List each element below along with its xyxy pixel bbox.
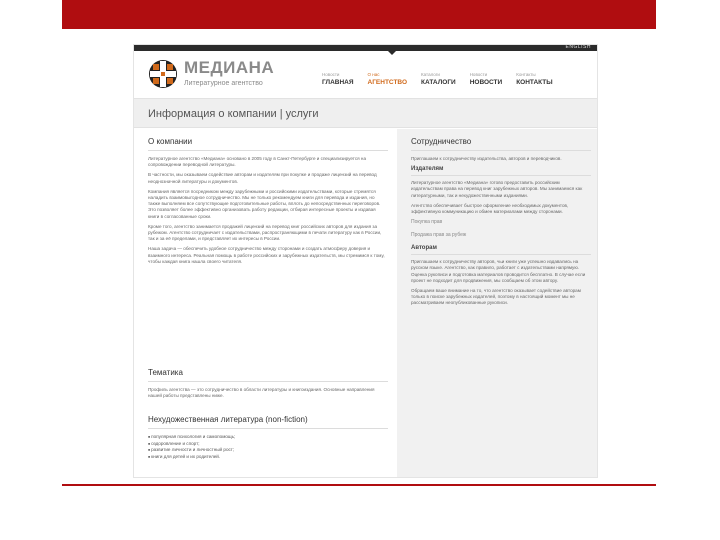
about-section [148, 137, 388, 269]
about-paragraph: В частности, мы оказываем содействие авторам и издателям при покупке и продаже лицензий на перевод неоднозначной литературы и документов. [148, 172, 377, 184]
nav-agency[interactable] [368, 72, 407, 86]
page-title: Информация о компании | услуги [148, 108, 319, 120]
nav-small-label: Контакты [516, 72, 536, 77]
publishers-paragraph: Агентство обеспечивает быстрое оформление необходимых документов, эффективную коммуникацию и обмен материалами между сторонами. [411, 202, 569, 215]
rights-purchase-link[interactable]: Покупка прав [411, 219, 443, 226]
nav-label: АГЕНТСТВО [367, 79, 408, 86]
publishers-heading: Издателям [411, 166, 591, 176]
nav-news[interactable] [470, 72, 503, 86]
nav-catalogs[interactable] [421, 72, 456, 86]
about-paragraph: Кроме того, агентство занимается продажей лицензий на перевод книг российских авторов для издания за рубежом. Агентство сотрудничает с издательствами, распространяющими в печати литературу как в России, так и за её пределами, и представляет их интересы в России. [148, 223, 382, 242]
nav-label: КОНТАКТЫ [516, 79, 553, 86]
rights-sale-link[interactable]: Продажа прав за рубеж [411, 232, 467, 239]
theme-paragraph: Профиль агентства — это сотрудничество в области литературы и книгоиздания. Основные направления нашей работы представлены ниже. [148, 387, 375, 399]
main-nav [322, 72, 553, 86]
nav-label: НОВОСТИ [469, 79, 503, 86]
nonfiction-list [148, 434, 388, 460]
list-item: ■ популярная психология и самопомощь; [148, 434, 388, 441]
about-paragraph: Наша задача — обеспечить удобное сотрудничество между сторонами и создать атмосферу доверия и взаимного интереса. Реальная помощь в работе российских и зарубежных издательств, мы стремимся к тому, чтобы каждая книга нашла своего читателя. [148, 246, 385, 264]
cooperation-paragraph: Приглашаем к сотрудничеству издательства, авторов и переводчиков. [411, 156, 562, 161]
right-column [397, 129, 598, 478]
nav-label: КАТАЛОГИ [421, 79, 456, 86]
top-notch [388, 51, 396, 55]
list-item: ■ оздоровление и спорт; [148, 441, 388, 448]
nav-small-label: Новости [322, 72, 340, 77]
language-link[interactable]: ENGLISH [565, 44, 591, 50]
about-paragraph: Компания является посредником между зарубежными и российскими издательствами, которые стремятся наладить взаимовыгодное сотрудничество. Мы не только рекомендуем книги для перевода и издания, но также выполняем все сопутствующие подготовительные работы, вплоть до непосредственных переговоров. Это позволяет более эффективно организовать работу редакции, отбирая интересные проекты и издавая книги в согласованные сроки. [148, 188, 381, 219]
left-column [134, 129, 397, 478]
mediana-logo-icon [148, 59, 178, 89]
bottom-red-rule [62, 484, 656, 486]
cooperation-heading: Сотрудничество [411, 137, 591, 151]
website-screenshot [133, 44, 598, 478]
nav-label: ГЛАВНАЯ [322, 79, 354, 86]
cooperation-section [411, 137, 591, 311]
theme-heading: Тематика [148, 368, 388, 382]
theme-section [148, 368, 388, 403]
brand-tagline: Литературное агентство [184, 80, 263, 87]
nav-home[interactable] [322, 72, 354, 86]
authors-paragraph: Обращаем ваше внимание на то, что агентство оказывает содействие авторам только в поиске зарубежных издателей, поэтому в настоящий момент мы не рассматриваем неопубликованные рукописи. [411, 288, 581, 306]
publishers-paragraph: Литературное агентство «Медиана» готово предоставить российским издательствам права на перевод книг зарубежных авторов. Мы занимаемся как литературными, так и нехудожественными изданиями. [411, 180, 583, 198]
site-top-strip [134, 45, 598, 51]
brand-name: МЕДИАНА [184, 58, 275, 77]
nav-contacts[interactable] [516, 72, 552, 86]
authors-paragraph: Приглашаем к сотрудничеству авторов, чьи книги уже успешно издавались на русском языке. Агентство, как правило, работает с издательствами напрямую. Оценка рукописи и подготовка материалов проводится бесплатно. В случае если проект не подходит для продвижения, мы сообщаем об этом автору. [411, 259, 586, 283]
about-paragraph: Литературное агентство «Медиана» основано в 2005 году в Санкт-Петербурге и специализируется на сопровождении переводной литературы. [148, 156, 367, 168]
nonfiction-heading: Нехудожественная литература (non-fiction) [148, 415, 388, 429]
about-heading: О компании [148, 137, 388, 151]
authors-heading: Авторам [411, 245, 591, 255]
nav-small-label: Каталоги [421, 72, 440, 77]
list-item: ■ книги для детей и их родителей. [148, 454, 388, 461]
title-band [134, 98, 598, 128]
top-red-bar [62, 0, 656, 29]
nav-small-label: Новости [469, 72, 488, 77]
list-item: ■ развитие личности и личностный рост; [148, 447, 388, 454]
nonfiction-section [148, 415, 388, 460]
nav-small-label: О нас [367, 72, 380, 77]
